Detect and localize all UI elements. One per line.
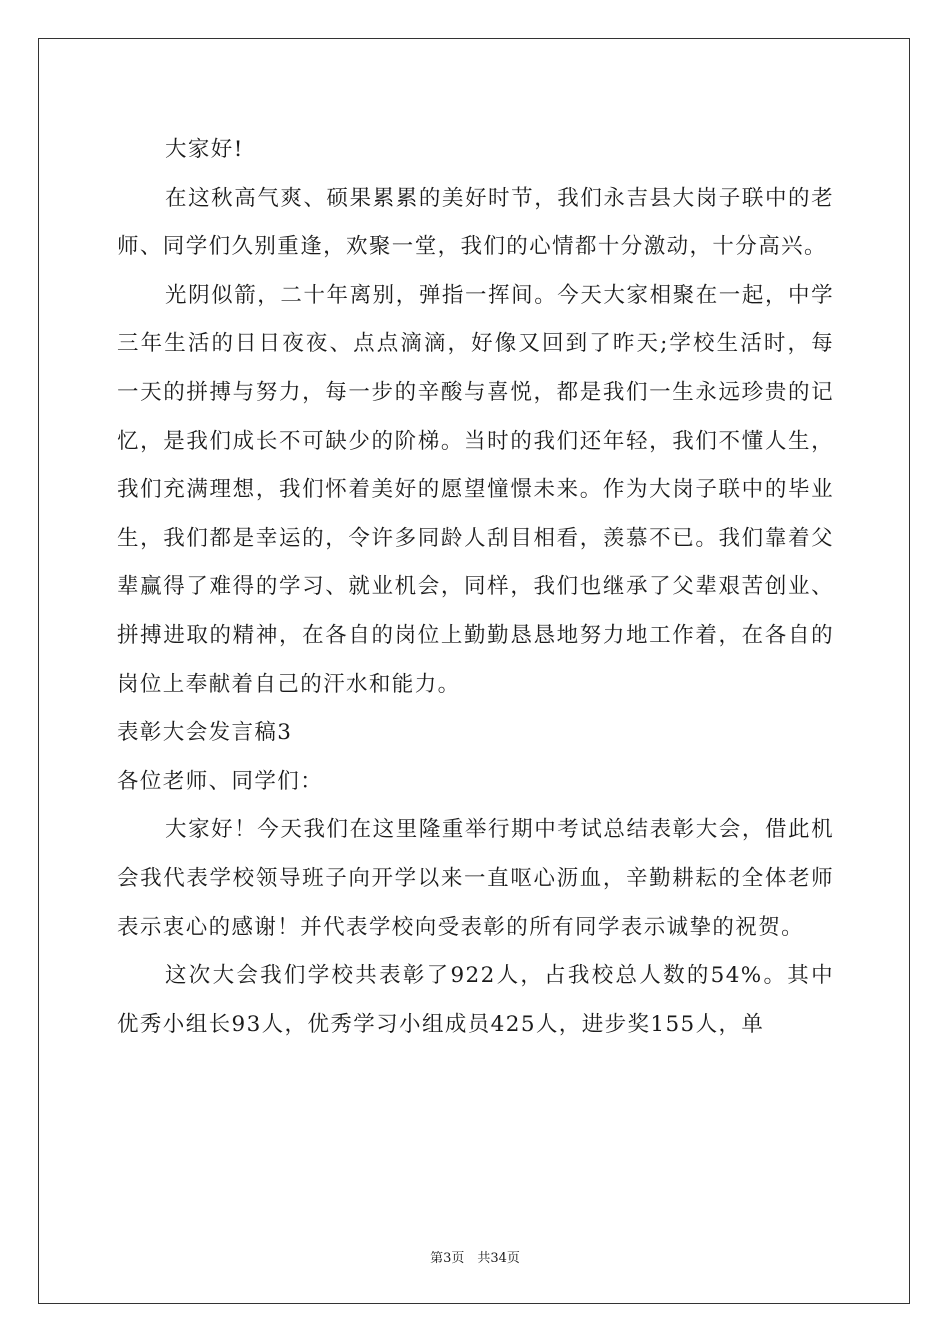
thanks-paragraph: 大家好！今天我们在这里隆重举行期中考试总结表彰大会，借此机会我代表学校领导班子向开学以来一直呕心沥血，辛勤耕耘的全体老师表示衷心的感谢！并代表学校向受表彰的所有同学表示诚挚的祝贺。: [117, 817, 834, 940]
memory-paragraph: 光阴似箭，二十年离别，弹指一挥间。今天大家相聚在一起，中学三年生活的日日夜夜、点点滴滴，好像又回到了昨天;学校生活时，每一天的拼搏与努力，每一步的辛酸与喜悦，都是我们一生永远珍贵的记忆，是我们成长不可缺少的阶梯。当时的我们还年轻，我们不懂人生，我们充满理想，我们怀着美好的愿望憧憬未来。作为大岗子联中的毕业生，我们都是幸运的，令许多同龄人刮目相看，羡慕不已。我们靠着父辈赢得了难得的学习、就业机会，同样，我们也继承了父辈艰苦创业、拼搏进取的精神，在各自的岗位上勤勤恳恳地努力地工作着，在各自的岗位上奉献着自己的汗水和能力。: [117, 282, 834, 697]
salutation-paragraph: 各位老师、同学们：: [117, 768, 324, 794]
greeting-paragraph: 大家好!: [165, 137, 244, 162]
section-title: 表彰大会发言稿3: [117, 720, 293, 746]
statistics-paragraph: 这次大会我们学校共表彰了922人，占我校总人数的54%。其中优秀小组长93人，优秀学习小组成员425人，进步奖155人，单: [117, 963, 834, 1037]
page-number-footer: 第3页 共34页: [430, 1251, 520, 1266]
document-body: [117, 126, 834, 1049]
opening-paragraph: 在这秋高气爽、硕果累累的美好时节，我们永吉县大岗子联中的老师、同学们久别重逢，欢聚一堂，我们的心情都十分激动，十分高兴。: [117, 185, 834, 260]
